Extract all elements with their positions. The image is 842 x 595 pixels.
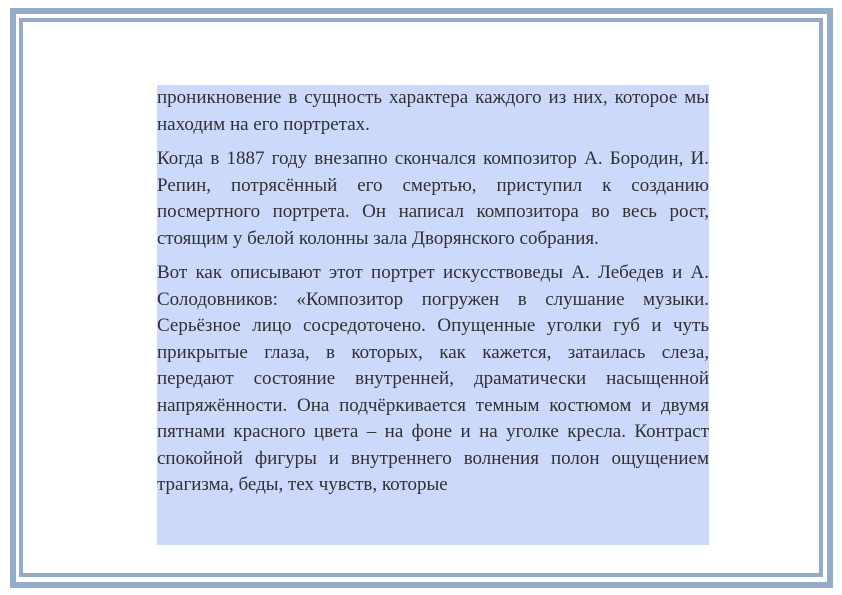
paragraph-1: проникновение в сущность характера каждого из них, которое мы находим на его портретах.: [157, 87, 709, 135]
text-box[interactable]: [157, 85, 709, 545]
paragraph-3: Вот как описывают этот портрет искусствоведы А. Лебедев и А. Солодовников: «Композитор погружен в слушание музыки. Серьёзное лицо сосредоточено. Опущенные уголки губ и чуть прикрытые глаза, в которых, как кажется, затаилась слеза, передают состояние внутренней, драматически насыщенной напряжённости. Она подчёркивается темным костюмом и двумя пятнами красного цвета – на фоне и на уголке кресла. Контраст спокойной фигуры и внутреннего волнения полон ощущением трагизма, беды, тех чувств, которые: [157, 262, 709, 495]
paragraph-2: Когда в 1887 году внезапно скончался композитор А. Бородин, И. Репин, потрясённый его смертью, приступил к созданию посмертного портрета. Он написал композитора во весь рост, стоящим у белой колонны зала Дворянского собрания.: [157, 148, 709, 249]
